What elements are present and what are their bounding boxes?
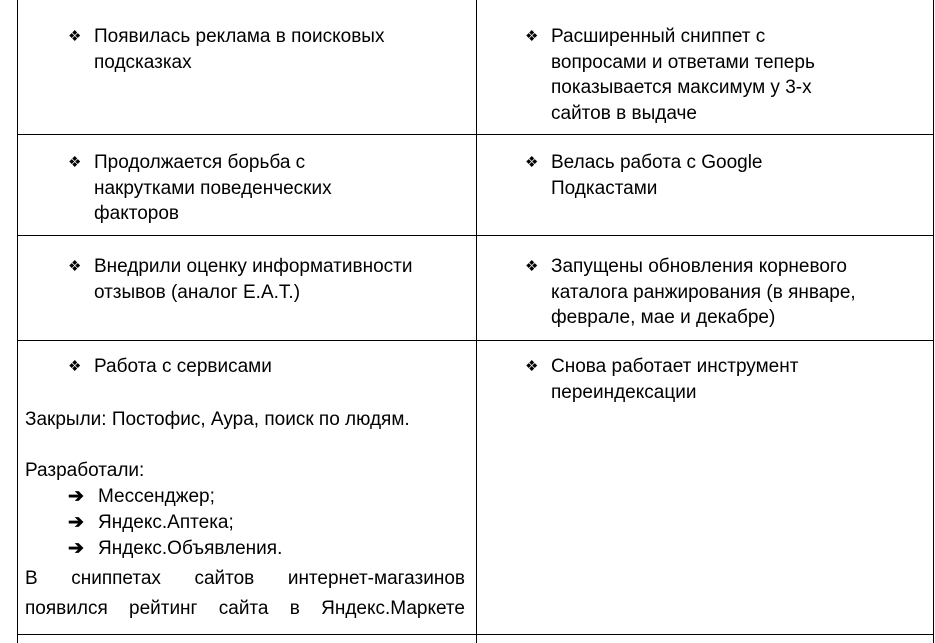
row-divider-3 (17, 340, 934, 341)
table-cell-r4-left-heading (68, 354, 453, 380)
list-item (68, 510, 234, 536)
bullet-icon: ❖ (68, 28, 82, 45)
cell-text: Снова работает инструмент переиндексации (551, 356, 799, 403)
list-item (68, 484, 215, 510)
table-border-right (933, 0, 934, 643)
table-cell-r2-right (525, 150, 915, 201)
services-note-line-2: появился рейтинг сайта в Яндекс.Маркете (25, 598, 465, 619)
arrow-icon: ➔ (68, 538, 84, 559)
cell-text: Велась работа с Google Подкастами (551, 152, 763, 199)
cell-text: Продолжается борьба с накрутками поведенческих факторов (94, 152, 332, 225)
table-column-divider (476, 0, 477, 643)
table-cell-r1-right (525, 24, 915, 126)
table-cell-r1-left (68, 24, 453, 75)
bullet-icon: ❖ (525, 28, 539, 45)
services-developed-label: Разработали: (25, 460, 145, 481)
cell-text: Внедрили оценку информативности отзывов (аналог E.A.T.) (93, 256, 413, 303)
cell-text: Работа с сервисами (94, 356, 272, 377)
row-divider-1 (17, 134, 934, 135)
list-item-text: Яндекс.Объявления. (98, 538, 283, 559)
row-divider-2 (17, 235, 934, 236)
table-cell-r3-right (525, 254, 925, 331)
bullet-icon: ❖ (525, 358, 539, 375)
bullet-icon: ❖ (68, 154, 82, 171)
bullet-icon: ❖ (68, 258, 82, 275)
services-note-line-1: В сниппетах сайтов интернет-магазинов (25, 568, 465, 589)
table-cell-r4-right (525, 354, 915, 405)
cell-text: Появилась реклама в поисковых подсказках (94, 26, 385, 73)
list-item-text: Мессенджер; (98, 486, 215, 507)
table-border-left (17, 0, 18, 643)
cell-text: Запущены обновления корневого каталога ранжирования (в январе, феврале, мае и декабре) (551, 256, 856, 329)
arrow-icon: ➔ (68, 512, 84, 533)
bullet-icon: ❖ (525, 154, 539, 171)
table-cell-r3-left (68, 254, 468, 305)
table-cell-r2-left (68, 150, 453, 227)
cell-text: Расширенный сниппет с вопросами и ответами теперь показывается максимум у 3-х сайтов в выдаче (551, 26, 815, 124)
services-closed-text: Закрыли: Постофис, Аура, поиск по людям. (25, 409, 410, 430)
row-divider-4 (17, 634, 934, 635)
bullet-icon: ❖ (525, 258, 539, 275)
list-item (68, 536, 282, 562)
arrow-icon: ➔ (68, 486, 84, 507)
list-item-text: Яндекс.Аптека; (98, 512, 234, 533)
bullet-icon: ❖ (68, 358, 82, 375)
